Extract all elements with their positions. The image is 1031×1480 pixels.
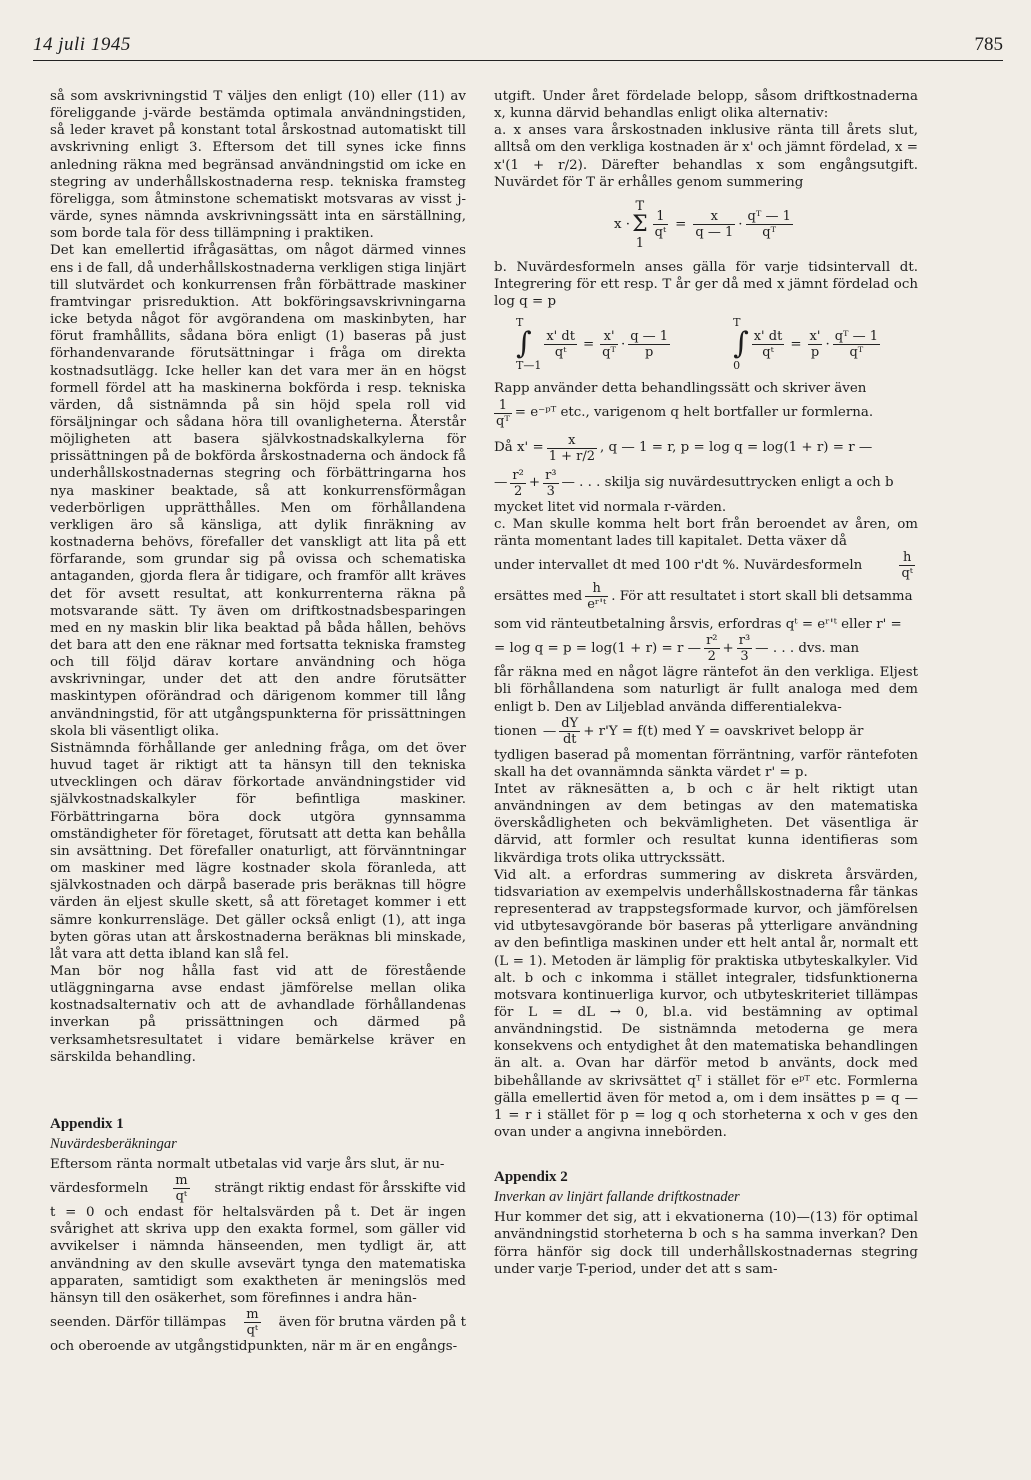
- fraction-denominator: qᵀ: [496, 413, 510, 429]
- rapp-line: Rapp använder detta behandlingssätt och skriver även: [494, 381, 867, 397]
- fraction-x-over-q-minus-1: [693, 209, 735, 240]
- fraction-denominator: qᵀ: [762, 225, 777, 241]
- summation-symbol: [632, 199, 648, 251]
- integral-1-factor-2: [628, 329, 670, 360]
- appendix-2-paragraph: Hur kommer det sig, att i ekvationerna (10)—(13) för optimal användningstid storheterna b och s ha samma inverkan? Den förra hänför sig dock till underhållskostnadernas stegring under varje T-period, under det att s sam-: [494, 1210, 918, 1277]
- c-rest: får räkna med en något lägre räntefot än den verkliga. Eljest bli förhållandena som naturligt är fullt analoga med dem enligt b. Den av Liljeblad använda differentialekva-: [494, 665, 918, 715]
- issue-date: 14 juli 1945: [33, 34, 131, 55]
- appendix-1-paragraph-2: t = 0 och endast för heltalsvärden på t. Det är ingen svårighet att skriva upp den exakta formel, som gäller vid avvikelser i nämnda hänseenden, men tydligt är, att användning av den skulle avsevärt tynga den matematiska apparaten, samtidigt som exaktheten är meningslös med hänsyn till den osäkerhet, som förefinnes i andra hän-: [50, 1205, 466, 1306]
- fraction-numerator: x': [809, 328, 821, 344]
- left-column: [50, 88, 466, 1355]
- spacer: [494, 1141, 918, 1169]
- equals-sign: =: [790, 336, 802, 352]
- rapp-formula-tail: = e⁻ᵖᵀ etc., varigenom q helt bortfaller ur formlerna.: [514, 405, 874, 421]
- fraction-denominator: qᵗ: [901, 566, 913, 582]
- fraction-denominator: 2: [707, 649, 716, 665]
- fraction-numerator: r³: [545, 467, 557, 483]
- c-line-2-text: under intervallet dt med 100 r'dt %. Nuvärdesformeln: [494, 557, 863, 573]
- da-lead: Då x' =: [494, 440, 544, 456]
- formula-line-lead: värdesformeln: [50, 1180, 149, 1196]
- c-line-5: [494, 633, 918, 664]
- tydligen-paragraph: tydligen baserad på momentan förräntning, varför räntefoten skall ha det ovannämnda sänkta värdet r' = p.: [494, 747, 918, 780]
- c-line-3-tail: . För att resultatet i stort skall bli detsamma: [611, 588, 913, 604]
- right-paragraph-a: a. x anses vara årskostnaden inklusive ränta till årets slut, alltså om den verkliga kostnaden är x' och jämnt fördelad, x = x'(1 + r/2). Därefter behandlas x som engångsutgift. Nuvärdet för T är erhålles genom summering: [494, 123, 918, 190]
- fraction-numerator: x: [547, 433, 597, 449]
- fraction-denominator: eʳ'ᵗ: [587, 597, 607, 613]
- fraction-denominator: p: [810, 344, 820, 360]
- fraction-denominator: qᵗ: [554, 344, 567, 360]
- left-paragraph-3: Sistnämnda förhållande ger anledning fråga, om det över huvud taget är riktigt att ta hänsyn till den tekniska utvecklingen och därav förkortade användningstider vid självkostnadskalkyler för befintliga maskiner. Förbättringarna böra dock utgöra gynnsamma omständigheter för företaget, förutsatt att detta kan behålla sin avsättning. Det förefaller onaturligt, att förvänntningar om maskiner med lägre kostnader skola föranleda, att självkostnaden och därpå baserade pris beräknas till högre värden än eljest skulle skett, så att företaget kommer i ett sämre konkurrensläge. Det gäller också enligt (1), att inga byten göras utan att årskostnaderna beräknas bli minskade, låt vara att detta ibland kan slå fel.: [50, 740, 466, 962]
- c-line-2: [494, 550, 918, 581]
- fraction-numerator: x' dt: [753, 328, 783, 344]
- integral-upper-limit: T: [516, 316, 524, 330]
- seenden-tail: även för brutna värden på t: [278, 1314, 466, 1330]
- sigma-icon: Σ: [632, 211, 648, 237]
- fraction-numerator: x': [600, 329, 618, 345]
- fraction-numerator: x' dt: [546, 328, 575, 344]
- fraction-denominator: qᵗ: [762, 344, 774, 360]
- left-paragraph-1: så som avskrivningstid T väljes den enligt (10) eller (11) av föreliggande j-värde bestämda optimala användningstiden, så leder kravet på konstant total årskostnad automatiskt till avskrivning enligt 3. Eftersom det till synes icke finns anledning räkna med begränsad användningstid om icke en stegring av underhållskostnaderna resp. tekniska framsteg föreligga, som åtminstone schematiskt motsvaras av visst j-värde, synes nämnda avskrivningssätt inta en särställning, som borde tala för dess tillämpning i praktiken.: [50, 89, 466, 242]
- right-column: [494, 88, 918, 1278]
- dot-operator: ·: [620, 336, 626, 352]
- minus-sign: —: [494, 475, 508, 491]
- fraction-h-over-q: [899, 550, 915, 581]
- integral-upper-limit: T: [733, 316, 741, 330]
- fraction-numerator: r³: [738, 633, 751, 649]
- series-rest: — . . . skilja sig nuvärdesuttrycken enligt a och b: [561, 475, 894, 491]
- dot-operator: ·: [825, 336, 830, 352]
- fraction-numerator: r²: [512, 467, 524, 483]
- integral-2-limits: [733, 316, 749, 372]
- fraction-m-over-q: [173, 1173, 189, 1204]
- fraction-denominator: qᵗ: [175, 1189, 188, 1205]
- fraction-dY-over-dt: [559, 716, 580, 747]
- fraction-r3-over-3: [737, 633, 752, 664]
- integral-lower-limit: T—1: [516, 359, 542, 373]
- summation-formula: [614, 199, 918, 251]
- integral-formulas: [516, 316, 918, 372]
- appendix-2-subtitle: Inverkan av linjärt fallande driftkostnader: [494, 1189, 740, 1206]
- fraction-r3-over-3: [543, 468, 558, 499]
- fraction-denominator: dt: [562, 731, 577, 747]
- right-paragraph-c: c. Man skulle komma helt bort från beroendet av åren, om ränta momentant lades till kapitalet. Detta växer då: [494, 516, 918, 549]
- integral-2-factor-1: [808, 329, 823, 360]
- fraction-numerator: dY: [561, 715, 579, 731]
- mycket-line: mycket litet vid normala r-värden.: [494, 499, 727, 515]
- fraction-h-over-e: [585, 581, 608, 612]
- integral-icon: ∫: [733, 326, 749, 362]
- page-header: [33, 30, 1003, 61]
- minus-sign: —: [542, 723, 557, 739]
- appendix-1-paragraph-1: Eftersom ränta normalt utbetalas vid varje års slut, är nu-: [50, 1156, 445, 1172]
- appendix-1-paragraph-3: och oberoende av utgångstidpunkten, när m är en engångs-: [50, 1339, 458, 1354]
- formula-line-tail: strängt riktig endast för årsskifte vid: [214, 1180, 466, 1196]
- appendix-2-title: Appendix 2: [494, 1169, 568, 1186]
- fraction-numerator: 1: [494, 398, 512, 414]
- fraction-numerator: qᵀ — 1: [834, 328, 879, 344]
- vid-paragraph: Vid alt. a erfordras summering av diskreta årsvärden, tidsvariation av exempelvis underhållskostnaderna får tänkas representerad av trappstegsformade kurvor, och jämförelsen vid utbytesavgörande bör baseras på ytterligare användning av den befintliga maskinen under ett helt antal år, normalt ett (L = 1). Metoden är lämplig för praktiska utbyteskalkyler. Vid alt. b och c inkomma i stället integraler, tidsfunktionerna motsvara kontinuerliga kurvor, och utbyteskriteriet tillämpas för L = dL → 0, bl.a. vid bestämning av optimal användningstid. De sistnämnda metoderna ge mera konsekvens och entydighet åt den matematiska behandlingen än alt. a. Ovan har därför metod b använts, dock med bibehållande av skrivsättet qᵀ i stället för eᵖᵀ etc. Formlerna gälla emellertid även för metod a, om i dem insättes p = q — 1 = r i stället för p = log q och storheterna x och v ges den ovan under a angivna innebörden.: [494, 867, 918, 1141]
- page-number: 785: [974, 34, 1003, 55]
- fraction-denominator: qᵀ: [602, 344, 616, 360]
- equals-sign: =: [675, 217, 687, 233]
- plus-sign: +: [722, 641, 734, 657]
- fraction-m-over-q-2: [244, 1307, 260, 1338]
- plus-sign: +: [528, 475, 541, 491]
- c-line-5-lead: = log q = p = log(1 + r) = r —: [494, 641, 702, 657]
- c-line-3-lead: ersättes med: [494, 588, 583, 604]
- fraction-x-over-1-plus-r-half: [547, 433, 597, 464]
- tionen-lead: tionen: [494, 723, 537, 739]
- integrand-2: [752, 329, 785, 360]
- appendix-1-subtitle: Nuvärdesberäkningar: [50, 1135, 177, 1152]
- appendix-1-seenden-line: [50, 1307, 466, 1338]
- integral-lower-limit: 0: [733, 359, 741, 373]
- fraction-denominator: 1 + r/2: [548, 448, 595, 464]
- tionen-rest: + r'Y = f(t) med Y = oavskrivet belopp är: [583, 723, 864, 739]
- fraction-denominator: 3: [740, 649, 749, 665]
- fraction-denominator: 3: [546, 483, 555, 499]
- fraction-numerator: r²: [706, 633, 718, 649]
- dot-operator: ·: [738, 217, 743, 233]
- fraction-denominator: qᵗ: [246, 1323, 259, 1338]
- fraction-numerator: h: [899, 550, 915, 566]
- intet-paragraph: Intet av räknesätten a, b och c är helt riktigt utan användningen av dem betingas av den matematiska överskådligheten och bekvämligheten. Det väsentliga är därvid, att formler och resultat kunna identifieras som likvärdiga trots olika uttryckssätt.: [494, 781, 918, 866]
- fraction-r2-over-2: [510, 468, 525, 499]
- fraction-qT-minus-1: [746, 209, 793, 240]
- right-paragraph-b: b. Nuvärdesformeln anses gälla för varje tidsintervall dt. Integrering för ett resp. T år ger då med x jämnt fördelad och log q = p: [494, 259, 918, 310]
- fraction-1-over-qT: [494, 398, 512, 429]
- left-paragraph-4: Man bör nog hålla fast vid att de förestående utläggningarna avse endast jämförelse mellan olika kostnadsalternativ och att de avhandlade förhållandenas inverkan på prissättningen och därmed på verksamhetsresultatet i vidare bemärkelse kräver en särskilda behandling.: [50, 963, 466, 1065]
- right-paragraph-1: utgift. Under året fördelade belopp, såsom driftkostnaderna x, kunna därvid behandlas enligt olika alternativ:: [494, 89, 918, 122]
- seenden-lead: seenden. Därför tillämpas: [50, 1314, 227, 1330]
- fraction-r2-over-2: [704, 633, 719, 664]
- rapp-formula-line: [494, 398, 918, 429]
- c-line-4: som vid ränteutbetalning årsvis, erfordras qᵗ = eʳ'ᵗ eller r' =: [494, 617, 902, 633]
- equals-sign: =: [582, 336, 595, 352]
- integral-icon: ∫: [516, 326, 532, 362]
- sum-upper-limit: T: [635, 198, 645, 214]
- tionen-line: [494, 716, 918, 747]
- appendix-1-formula-line: [50, 1173, 466, 1204]
- spacer: [50, 1066, 466, 1116]
- fraction-denominator: qᵀ: [849, 344, 864, 360]
- fraction-numerator: x: [693, 209, 735, 225]
- fraction-numerator: q — 1: [630, 328, 669, 344]
- da-rest: , q — 1 = r, p = log q = log(1 + r) = r —: [599, 440, 873, 456]
- integral-1-factor-1: [600, 329, 618, 360]
- fraction-denominator: q — 1: [695, 225, 734, 241]
- left-paragraph-2: Det kan emellertid ifrågasättas, om något därmed vinnes ens i de fall, då underhållskostnaderna verkligen stiga linjärt till slutvärdet och konkurrensen från förbättrade maskiner framtvingar prisreduktion. Att bokföringsavskrivningarna icke betyda något för avgörandena om maskinbyten, har förut framhållits, sådana böra enligt (1) baseras på just förhandenvarande förutsättningar i fråga om direkta kostnadsutlägg. Icke heller kan det vara mer än en högst formell fördel att ha maskinerna bokförda i resp. tekniska värden, då sistnämnda på sin höjd spela roll vid försäljningar och sådana höra till ovanligheterna. Återstår möjligheten att basera självkostnadskalkylerna för prissättningen på de bokförda årskostnaderna och ändock få underhållskostnadernas stegring och förbättringarna hos nya maskiner beaktade, så att konkurrensförmågan vederbörligen upprätthålles. Men om förhållandena verkligen äro så känsliga, att dylik finräkning av kostnaderna behövs, förefaller det vanskligt att lita på ett förfarande, som grundar sig på ovissa och schematiska antaganden, gjorda flera år tidigare, och framför allt kräves det för avsett resultat, att konkurrenterna räkna på motsvarande sätt. Ty även om driftkostnadsbesparingen med en ny maskin blir lika beaktad på båda hållen, behövs det bara att den ene räknar med fortsatta tekniska framsteg och till följd därav kortare användning och höga avskrivningar, under det att den andre förutsätter maskintypen oförändrad och därigenom kommer till lång användningstid, för att utgångspunkterna för prissättningen skola bli väsentligt olika.: [50, 243, 466, 739]
- fraction-denominator: qᵗ: [654, 225, 667, 241]
- appendix-1-title: Appendix 1: [50, 1115, 124, 1132]
- integral-1-limits: [516, 316, 541, 372]
- fraction-numerator: m: [246, 1307, 259, 1322]
- fraction-numerator: m: [175, 1173, 188, 1189]
- series-line: [494, 468, 918, 499]
- c-line-3: [494, 581, 918, 612]
- integral-2-factor-2: [833, 329, 880, 360]
- fraction-numerator: h: [585, 581, 608, 597]
- formula-lhs: x ·: [614, 217, 631, 233]
- fraction-numerator: qᵀ — 1: [747, 209, 791, 225]
- integrand-1: [544, 329, 577, 360]
- fraction-numerator: 1: [653, 209, 669, 225]
- fraction-denominator: 2: [513, 483, 523, 499]
- fraction-denominator: p: [644, 344, 654, 360]
- sum-term: [653, 209, 669, 240]
- c-line-5-rest: — . . . dvs. man: [755, 641, 860, 657]
- sum-lower-limit: 1: [635, 235, 644, 251]
- da-line: [494, 433, 918, 464]
